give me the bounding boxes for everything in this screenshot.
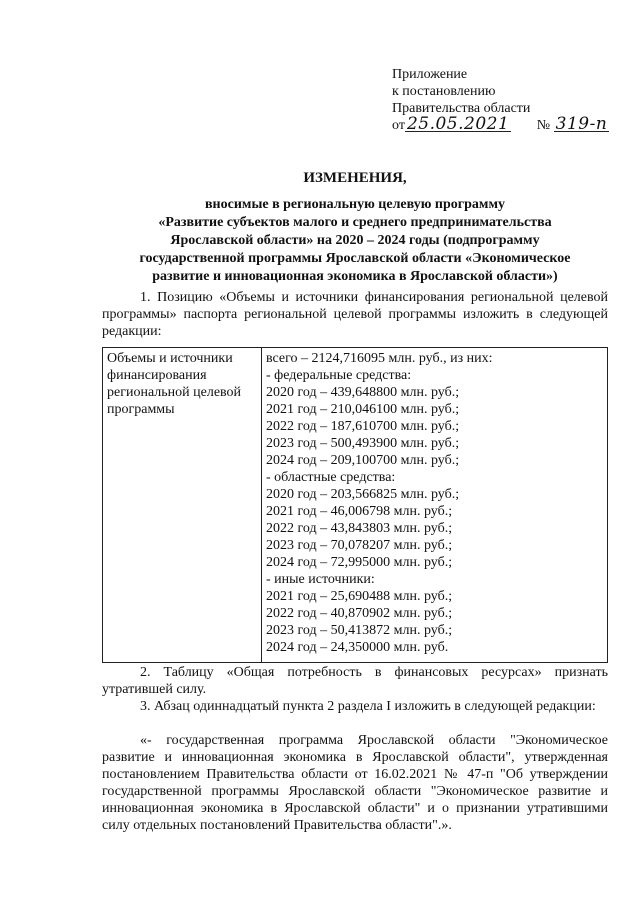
title-line-5: развитие и инновационная экономика в Ярославской области») xyxy=(152,269,558,284)
paragraph-1: 1. Позицию «Объемы и источники финансирования региональной целевой программы» паспорта региональной целевой программы изложить в следующей редакции: xyxy=(102,290,608,339)
value-line: 2020 год – 439,648800 млн. руб.; xyxy=(266,385,460,400)
value-line: 2022 год – 40,870902 млн. руб.; xyxy=(266,606,453,621)
appendix-line-1: Приложение xyxy=(392,67,468,82)
value-line: 2022 год – 43,843803 млн. руб.; xyxy=(266,521,453,536)
value-line: 2021 год – 46,006798 млн. руб.; xyxy=(266,504,453,519)
value-line: 2024 год – 72,995000 млн. руб.; xyxy=(266,555,453,570)
appendix-line-3: Правительства области xyxy=(392,101,531,116)
table-row xyxy=(103,348,608,663)
appendix-block xyxy=(392,66,609,134)
title-line-1: вносимые в региональную целевую программу xyxy=(205,197,505,212)
paragraph-2: 2. Таблицу «Общая потребность в финансовых ресурсах» признать утратившей силу. xyxy=(102,665,608,697)
value-line: 2024 год – 24,350000 млн. руб. xyxy=(266,640,449,655)
date-number-line xyxy=(392,114,609,134)
date-prefix: от xyxy=(392,118,405,133)
document-title xyxy=(100,168,610,286)
value-line: 2022 год – 187,610700 млн. руб.; xyxy=(266,419,460,434)
value-line: - иные источники: xyxy=(266,572,375,587)
value-line: - областные средства: xyxy=(266,470,396,485)
handwritten-date: 25.05.2021 xyxy=(406,114,510,134)
title-line-3: Ярославской области» на 2020 – 2024 годы (подпрограмму xyxy=(170,233,540,248)
value-line: - федеральные средства: xyxy=(266,368,412,383)
value-line: 2023 год – 70,078207 млн. руб.; xyxy=(266,538,453,553)
value-line: 2021 год – 25,690488 млн. руб.; xyxy=(266,589,453,604)
paragraph-3: 3. Абзац одиннадцатый пункта 2 раздела I изложить в следующей редакции: xyxy=(140,699,596,714)
title-line-4: государственной программы Ярославской области «Экономическое xyxy=(139,251,571,266)
value-line: всего – 2124,716095 млн. руб., из них: xyxy=(266,351,493,366)
quoted-text: «- государственная программа Ярославской области "Экономическое развитие и инновационная экономика в Ярославской области", утвержденная постановлением Правительства области от 16.02.2021 № 47-п "Об утверждении государственной программы Ярославской области "Экономическое развитие и инновационная экономика в Ярославской области" и о признании утратившими силу отдельных постановлений Правительства области".». xyxy=(102,733,608,833)
handwritten-number: 319-п xyxy=(555,114,608,134)
financing-table xyxy=(102,347,608,663)
title-heading: ИЗМЕНЕНИЯ, xyxy=(303,170,407,186)
value-line: 2024 год – 209,100700 млн. руб.; xyxy=(266,453,460,468)
value-line: 2023 год – 500,493900 млн. руб.; xyxy=(266,436,460,451)
appendix-line-2: к постановлению xyxy=(392,84,496,99)
value-line: 2020 год – 203,566825 млн. руб.; xyxy=(266,487,460,502)
value-line: 2021 год – 210,046100 млн. руб.; xyxy=(266,402,460,417)
table-label-cell: Объемы и источники финансирования региональной целевой программы xyxy=(103,348,262,663)
value-line: 2023 год – 50,413872 млн. руб.; xyxy=(266,623,453,638)
title-line-2: «Развитие субъектов малого и среднего предпринимательства xyxy=(158,215,552,230)
number-prefix: № xyxy=(536,118,551,133)
table-values-cell xyxy=(262,348,608,663)
